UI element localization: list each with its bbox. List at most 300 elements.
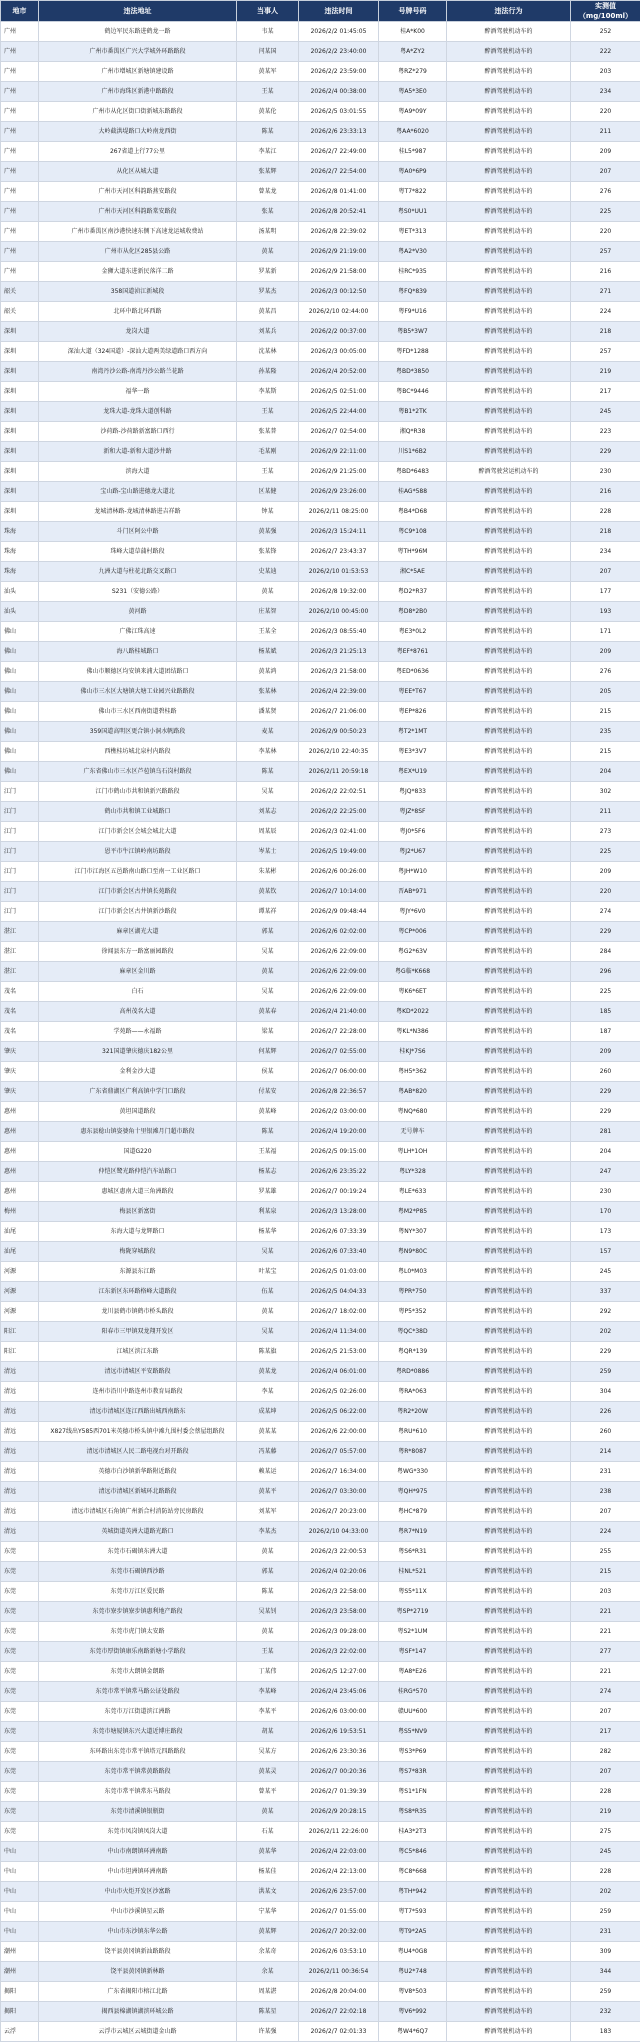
person-cell: 韦某 (237, 22, 299, 42)
time-cell: 2026/2/5 03:01:55 (299, 102, 379, 122)
address-cell: 清远市清城区人民二路电视台对开路段 (39, 1442, 237, 1462)
plate-cell: 川S1*6B2 (379, 442, 447, 462)
person-cell: 黄某华 (237, 1842, 299, 1862)
plate-cell: 粤FD*1288 (379, 342, 447, 362)
city-cell: 清远 (1, 1362, 39, 1382)
behavior-cell: 醉酒驾驶机动车的 (447, 1582, 571, 1602)
col-header-behavior: 违法行为 (447, 1, 571, 22)
plate-cell: 粤C5*846 (379, 1842, 447, 1862)
value-cell: 238 (571, 1482, 640, 1502)
value-cell: 209 (571, 642, 640, 662)
plate-cell: 粤RZ*279 (379, 62, 447, 82)
address-cell: 黄河路 (39, 602, 237, 622)
person-cell: 胡某 (237, 1722, 299, 1742)
behavior-cell: 醉酒驾驶机动车的 (447, 1042, 571, 1062)
city-cell: 广州 (1, 262, 39, 282)
behavior-cell: 醉酒驾驶机动车的 (447, 1162, 571, 1182)
table-row (1, 422, 640, 442)
city-cell: 江门 (1, 822, 39, 842)
address-cell: 东莞市石碣镇东洲大道 (39, 1542, 237, 1562)
plate-cell: 桂KJ*7S6 (379, 1042, 447, 1062)
table-row (1, 882, 640, 902)
time-cell: 2026/2/7 22:54:00 (299, 162, 379, 182)
address-cell: 佛山市顺德区均安镇来浦大道团结路口 (39, 662, 237, 682)
time-cell: 2026/2/11 00:36:54 (299, 1962, 379, 1982)
table-row (1, 1302, 640, 1322)
city-cell: 佛山 (1, 622, 39, 642)
plate-cell: 粤U2*748 (379, 1962, 447, 1982)
person-cell: 黄某辉 (237, 1922, 299, 1942)
person-cell: 黄某峰 (237, 1102, 299, 1122)
time-cell: 2026/2/7 05:57:00 (299, 1442, 379, 1462)
table-row (1, 902, 640, 922)
behavior-cell: 醉酒驾驶机动车的 (447, 822, 571, 842)
value-cell: 204 (571, 762, 640, 782)
plate-cell: 粤S0*UU1 (379, 202, 447, 222)
address-cell: 深汕大道（324国道）-深汕大道两美绿道路口西方向 (39, 342, 237, 362)
behavior-cell: 醉酒驾驶机动车的 (447, 1142, 571, 1162)
behavior-cell: 醉酒驾驶机动车的 (447, 1762, 571, 1782)
person-cell: 吴某 (237, 942, 299, 962)
plate-cell: 粤BD*3850 (379, 362, 447, 382)
table-row (1, 742, 640, 762)
behavior-cell: 醉酒驾驶机动车的 (447, 762, 571, 782)
city-cell: 东莞 (1, 1602, 39, 1622)
table-row (1, 782, 640, 802)
city-cell: 深圳 (1, 382, 39, 402)
address-cell: 东环路出东莞市常平镇塔元四路路段 (39, 1742, 237, 1762)
behavior-cell: 醉酒驾驶机动车的 (447, 2002, 571, 2022)
behavior-cell: 醉酒驾驶机动车的 (447, 1342, 571, 1362)
plate-cell: 粤WG*330 (379, 1462, 447, 1482)
address-cell: 海八路桂城路口 (39, 642, 237, 662)
time-cell: 2026/2/7 02:54:00 (299, 422, 379, 442)
person-cell: 张某锋 (237, 542, 299, 562)
person-cell: 王某 (237, 402, 299, 422)
city-cell: 佛山 (1, 762, 39, 782)
time-cell: 2026/2/2 23:59:00 (299, 62, 379, 82)
col-header-plate: 号牌号码 (379, 1, 447, 22)
value-cell: 276 (571, 182, 640, 202)
city-cell: 广州 (1, 182, 39, 202)
plate-cell: 桂A3*2T3 (379, 1822, 447, 1842)
city-cell: 佛山 (1, 682, 39, 702)
city-cell: 东莞 (1, 1822, 39, 1842)
value-cell: 223 (571, 422, 640, 442)
behavior-cell: 醉酒驾驶机动车的 (447, 1462, 571, 1482)
time-cell: 2026/2/10 02:44:00 (299, 302, 379, 322)
city-cell: 汕尾 (1, 1222, 39, 1242)
table-row (1, 1122, 640, 1142)
city-cell: 深圳 (1, 422, 39, 442)
city-cell: 清远 (1, 1482, 39, 1502)
address-cell: 珠峰大道草蒲村路段 (39, 542, 237, 562)
city-cell: 潮州 (1, 1942, 39, 1962)
behavior-cell: 醉酒驾驶机动车的 (447, 162, 571, 182)
address-cell: 中山市东沙镇东华公路 (39, 1922, 237, 1942)
address-cell: 中山市南朗镇环洲南路 (39, 1842, 237, 1862)
table-row (1, 1922, 640, 1942)
person-cell: 黄某 (237, 1622, 299, 1642)
address-cell: 东海大道与龙辉路口 (39, 1222, 237, 1242)
table-row (1, 1762, 640, 1782)
address-cell: 鹤山市共和镇工业城路口 (39, 802, 237, 822)
behavior-cell: 醉酒驾驶机动车的 (447, 382, 571, 402)
address-cell: 东莞市石碣镇西沙路 (39, 1562, 237, 1582)
behavior-cell: 醉酒驾驶机动车的 (447, 1882, 571, 1902)
person-cell: 岑某士 (237, 842, 299, 862)
address-cell: 东莞市虎门镇太安路 (39, 1622, 237, 1642)
behavior-cell: 醉酒驾驶机动车的 (447, 482, 571, 502)
person-cell: 张某林 (237, 682, 299, 702)
table-row (1, 1642, 640, 1662)
time-cell: 2026/2/8 19:32:00 (299, 582, 379, 602)
address-cell: 惠城区惠南大道三角洲路段 (39, 1182, 237, 1202)
value-cell: 230 (571, 462, 640, 482)
person-cell: 陈某 (237, 122, 299, 142)
value-cell: 274 (571, 902, 640, 922)
city-cell: 广州 (1, 82, 39, 102)
city-cell: 肇庆 (1, 1042, 39, 1062)
address-cell: 东莞市塘厦镇东兴大道近博庄路段 (39, 1722, 237, 1742)
plate-cell: 粤BC*9446 (379, 382, 447, 402)
behavior-cell: 醉酒驾驶机动车的 (447, 922, 571, 942)
value-cell: 218 (571, 522, 640, 542)
plate-cell: 粤S8*R35 (379, 1802, 447, 1822)
table-row (1, 602, 640, 622)
person-cell: 黄某某 (237, 1422, 299, 1442)
person-cell: 王某 (237, 82, 299, 102)
behavior-cell: 醉酒驾驶机动车的 (447, 642, 571, 662)
behavior-cell: 醉酒驾驶机动车的 (447, 422, 571, 442)
time-cell: 2026/2/3 22:00:53 (299, 1542, 379, 1562)
plate-cell: 无号牌车 (379, 1122, 447, 1142)
table-row (1, 862, 640, 882)
address-cell: 龙珠大道-龙珠大道创科路 (39, 402, 237, 422)
address-cell: 清远市清城区新城环北路路段 (39, 1482, 237, 1502)
value-cell: 205 (571, 682, 640, 702)
plate-cell: 粤C8*668 (379, 1862, 447, 1882)
time-cell: 2026/2/7 21:06:00 (299, 702, 379, 722)
behavior-cell: 醉酒驾驶机动车的 (447, 1642, 571, 1662)
value-cell: 225 (571, 842, 640, 862)
behavior-cell: 醉酒驾驶机动车的 (447, 1822, 571, 1842)
behavior-cell: 醉酒驾驶机动车的 (447, 1222, 571, 1242)
behavior-cell: 醉酒驾驶机动车的 (447, 1402, 571, 1422)
behavior-cell: 醉酒驾驶机动车的 (447, 662, 571, 682)
table-row (1, 1222, 640, 1242)
city-cell: 汕头 (1, 582, 39, 602)
address-cell: 广佛江珠高速 (39, 622, 237, 642)
table-row (1, 222, 640, 242)
time-cell: 2026/2/10 04:33:00 (299, 1522, 379, 1542)
address-cell: 阳春市三甲镇双龙翔开发区 (39, 1322, 237, 1342)
table-row (1, 1022, 640, 1042)
person-cell: 朱某彬 (237, 862, 299, 882)
time-cell: 2026/2/6 22:09:00 (299, 942, 379, 962)
behavior-cell: 醉酒驾驶机动车的 (447, 322, 571, 342)
city-cell: 东莞 (1, 1582, 39, 1602)
address-cell: 饶平县黄冈镇新林路 (39, 1962, 237, 1982)
person-cell: 李某林 (237, 742, 299, 762)
plate-cell: 粤L0*M03 (379, 1262, 447, 1282)
plate-cell: 粤D8*2B0 (379, 602, 447, 622)
behavior-cell: 醉酒驾驶机动车的 (447, 102, 571, 122)
city-cell: 江门 (1, 802, 39, 822)
table-row (1, 1182, 640, 1202)
person-cell: 付某安 (237, 1082, 299, 1102)
value-cell: 219 (571, 1802, 640, 1822)
city-cell: 佛山 (1, 702, 39, 722)
city-cell: 茂名 (1, 1002, 39, 1022)
city-cell: 河源 (1, 1282, 39, 1302)
address-cell: 麻章区湖光大道 (39, 922, 237, 942)
city-cell: 珠海 (1, 542, 39, 562)
value-cell: 228 (571, 1782, 640, 1802)
value-cell: 221 (571, 1622, 640, 1642)
table-row (1, 1462, 640, 1482)
behavior-cell: 醉酒驾驶机动车的 (447, 142, 571, 162)
value-cell: 229 (571, 1102, 640, 1122)
table-row (1, 1522, 640, 1542)
address-cell: 中山市沙溪镇星云路 (39, 1902, 237, 1922)
address-cell: 宝山路-宝山路进德龙大道北 (39, 482, 237, 502)
address-cell: 清远市清城区连江西路出城西南路东 (39, 1402, 237, 1422)
value-cell: 203 (571, 1582, 640, 1602)
city-cell: 江门 (1, 902, 39, 922)
address-cell: 东莞市万江区爱民路 (39, 1582, 237, 1602)
value-cell: 229 (571, 1082, 640, 1102)
plate-cell: 粤A5*3E0 (379, 82, 447, 102)
address-cell: 国道G220 (39, 1142, 237, 1162)
person-cell: 郭某 (237, 922, 299, 942)
behavior-cell: 醉酒驾驶机动车的 (447, 1622, 571, 1642)
address-cell: 英城街道英洲大道路光路口 (39, 1522, 237, 1542)
table-row (1, 42, 640, 62)
value-cell: 259 (571, 1902, 640, 1922)
time-cell: 2026/2/7 01:39:39 (299, 1782, 379, 1802)
value-cell: 211 (571, 802, 640, 822)
table-row (1, 102, 640, 122)
behavior-cell: 醉酒驾驶机动车的 (447, 1382, 571, 1402)
table-row (1, 502, 640, 522)
plate-cell: 粤NQ*680 (379, 1102, 447, 1122)
address-cell: 龙川县鹤市镇鹤市桥头路段 (39, 1302, 237, 1322)
city-cell: 深圳 (1, 322, 39, 342)
time-cell: 2026/2/7 22:02:18 (299, 2002, 379, 2022)
city-cell: 湛江 (1, 962, 39, 982)
behavior-cell: 醉酒驾驶机动车的 (447, 442, 571, 462)
behavior-cell: 醉酒驾驶机动车的 (447, 1362, 571, 1382)
time-cell: 2026/2/2 23:40:00 (299, 42, 379, 62)
header-row (1, 1, 640, 22)
address-cell: X827线出Y585西701米英德市桥头镇中滩九围村委会蔡屋组路段 (39, 1422, 237, 1442)
behavior-cell: 醉酒驾驶机动车的 (447, 1982, 571, 2002)
table-row (1, 1202, 640, 1222)
address-cell: 东莞市万江街道滨江洲路 (39, 1702, 237, 1722)
person-cell: 杨某斌 (237, 642, 299, 662)
value-cell: 207 (571, 1702, 640, 1722)
value-cell: 177 (571, 582, 640, 602)
table-row (1, 1502, 640, 1522)
table-row (1, 122, 640, 142)
plate-cell: 湘Q*R38 (379, 422, 447, 442)
person-cell: 周某湛 (237, 1982, 299, 2002)
plate-cell: 粤H5*362 (379, 1062, 447, 1082)
behavior-cell: 醉酒驾驶机动车的 (447, 582, 571, 602)
table-row (1, 382, 640, 402)
time-cell: 2026/2/6 22:09:00 (299, 962, 379, 982)
address-cell: S231（安德公路） (39, 582, 237, 602)
table-row (1, 682, 640, 702)
behavior-cell: 醉酒驾驶机动车的 (447, 402, 571, 422)
plate-cell: 粤LE*633 (379, 1182, 447, 1202)
value-cell: 211 (571, 122, 640, 142)
plate-cell: 粤LH*1OH (379, 1142, 447, 1162)
table-row (1, 202, 640, 222)
address-cell: 东莞市厚街镇康乐南路新塘小学路段 (39, 1642, 237, 1662)
person-cell: 陈某 (237, 1582, 299, 1602)
value-cell: 220 (571, 222, 640, 242)
person-cell: 王某 (237, 1642, 299, 1662)
address-cell: 广州市番禺区南沙港快速东侧下高速龙运城收费站 (39, 222, 237, 242)
plate-cell: 粤FQ*839 (379, 282, 447, 302)
city-cell: 中山 (1, 1862, 39, 1882)
plate-cell: 粤A0*6P9 (379, 162, 447, 182)
plate-cell: 粤SP*2719 (379, 1602, 447, 1622)
behavior-cell: 醉酒驾驶机动车的 (447, 1962, 571, 1982)
person-cell: 杨某佳 (237, 1862, 299, 1882)
table-row (1, 142, 640, 162)
time-cell: 2026/2/6 19:53:51 (299, 1722, 379, 1742)
time-cell: 2026/2/4 02:20:06 (299, 1562, 379, 1582)
plate-cell: 粤E3*3V7 (379, 742, 447, 762)
person-cell: 黄某 (237, 582, 299, 602)
table-row (1, 162, 640, 182)
city-cell: 清远 (1, 1502, 39, 1522)
value-cell: 204 (571, 1142, 640, 1162)
city-cell: 阳江 (1, 1342, 39, 1362)
table-row (1, 1482, 640, 1502)
person-cell: 黄某昌 (237, 302, 299, 322)
behavior-cell: 醉酒驾驶机动车的 (447, 1782, 571, 1802)
table-row (1, 1282, 640, 1302)
value-cell: 220 (571, 102, 640, 122)
person-cell: 吴某 (237, 782, 299, 802)
table-row (1, 1422, 640, 1442)
value-cell: 207 (571, 1502, 640, 1522)
plate-cell: 粤A8*E26 (379, 1662, 447, 1682)
address-cell: 白石 (39, 982, 237, 1002)
value-cell: 207 (571, 562, 640, 582)
address-cell: 佛山市三水区大塘镇大塘工业园兴业路路段 (39, 682, 237, 702)
table-row (1, 1722, 640, 1742)
behavior-cell: 醉酒驾驶机动车的 (447, 1482, 571, 1502)
time-cell: 2026/2/2 00:37:00 (299, 322, 379, 342)
city-cell: 中山 (1, 1902, 39, 1922)
person-cell: 黄某灵 (237, 1762, 299, 1782)
behavior-cell: 醉酒驾驶机动车的 (447, 82, 571, 102)
value-cell: 309 (571, 1942, 640, 1962)
city-cell: 东莞 (1, 1542, 39, 1562)
city-cell: 惠州 (1, 1122, 39, 1142)
behavior-cell: 醉酒驾驶机动车的 (447, 682, 571, 702)
time-cell: 2026/2/6 03:00:00 (299, 1702, 379, 1722)
behavior-cell: 醉酒驾驶机动车的 (447, 1942, 571, 1962)
city-cell: 广州 (1, 122, 39, 142)
time-cell: 2026/2/5 22:44:00 (299, 402, 379, 422)
value-cell: 220 (571, 882, 640, 902)
behavior-cell: 醉酒驾驶机动车的 (447, 42, 571, 62)
person-cell: 陈某旗 (237, 1342, 299, 1362)
plate-cell: 桂RG*570 (379, 1682, 447, 1702)
value-cell: 219 (571, 362, 640, 382)
person-cell: 李某江 (237, 142, 299, 162)
person-cell: 宁某华 (237, 1902, 299, 1922)
city-cell: 广州 (1, 22, 39, 42)
table-row (1, 482, 640, 502)
behavior-cell: 醉酒驾驶机动车的 (447, 122, 571, 142)
address-cell: 斗门区阿公中路 (39, 522, 237, 542)
behavior-cell: 醉酒驾驶机动车的 (447, 202, 571, 222)
plate-cell: 粤A*ZY2 (379, 42, 447, 62)
plate-cell: 粤V8*503 (379, 1982, 447, 2002)
address-cell: 东源县东江路 (39, 1262, 237, 1282)
plate-cell: 粤A2*V30 (379, 242, 447, 262)
value-cell: 217 (571, 1722, 640, 1742)
time-cell: 2026/2/9 21:25:00 (299, 462, 379, 482)
address-cell: 中山市火炬开发区沙富路 (39, 1882, 237, 1902)
address-cell: 梅县区新富街 (39, 1202, 237, 1222)
city-cell: 清远 (1, 1462, 39, 1482)
city-cell: 东莞 (1, 1642, 39, 1662)
person-cell: 黄某龙 (237, 1362, 299, 1382)
value-cell: 245 (571, 1262, 640, 1282)
behavior-cell: 醉酒驾驶机动车的 (447, 542, 571, 562)
time-cell: 2026/2/6 22:09:00 (299, 982, 379, 1002)
plate-cell: 粤TH*96M (379, 542, 447, 562)
plate-cell: 粤T2*1MT (379, 722, 447, 742)
table-row (1, 1662, 640, 1682)
plate-cell: 晋AB*971 (379, 882, 447, 902)
city-cell: 东莞 (1, 1682, 39, 1702)
plate-cell: 粤G2*63V (379, 942, 447, 962)
value-cell: 221 (571, 1602, 640, 1622)
table-row (1, 982, 640, 1002)
plate-cell: 粤JY*6V0 (379, 902, 447, 922)
city-cell: 东莞 (1, 1782, 39, 1802)
value-cell: 207 (571, 1762, 640, 1782)
address-cell: 英德市白沙镇新华路附近路段 (39, 1462, 237, 1482)
address-cell: 大岭截洪堤路口大岭南龙西街 (39, 122, 237, 142)
value-cell: 302 (571, 782, 640, 802)
person-cell: 叶某宝 (237, 1262, 299, 1282)
value-cell: 259 (571, 1362, 640, 1382)
table-row (1, 842, 640, 862)
time-cell: 2026/2/9 00:50:23 (299, 722, 379, 742)
value-cell: 234 (571, 542, 640, 562)
address-cell: 江门市江海区五邑路南山路口至南一工业区路口 (39, 862, 237, 882)
col-header-person: 当事人 (237, 1, 299, 22)
behavior-cell: 醉酒驾驶机动车的 (447, 1662, 571, 1682)
person-cell: 黄某 (237, 1302, 299, 1322)
table-row (1, 1582, 640, 1602)
value-cell: 274 (571, 1682, 640, 1702)
city-cell: 深圳 (1, 462, 39, 482)
col-header-time: 违法时间 (299, 1, 379, 22)
person-cell: 余某奇 (237, 1942, 299, 1962)
behavior-cell: 醉酒驾驶机动车的 (447, 1562, 571, 1582)
